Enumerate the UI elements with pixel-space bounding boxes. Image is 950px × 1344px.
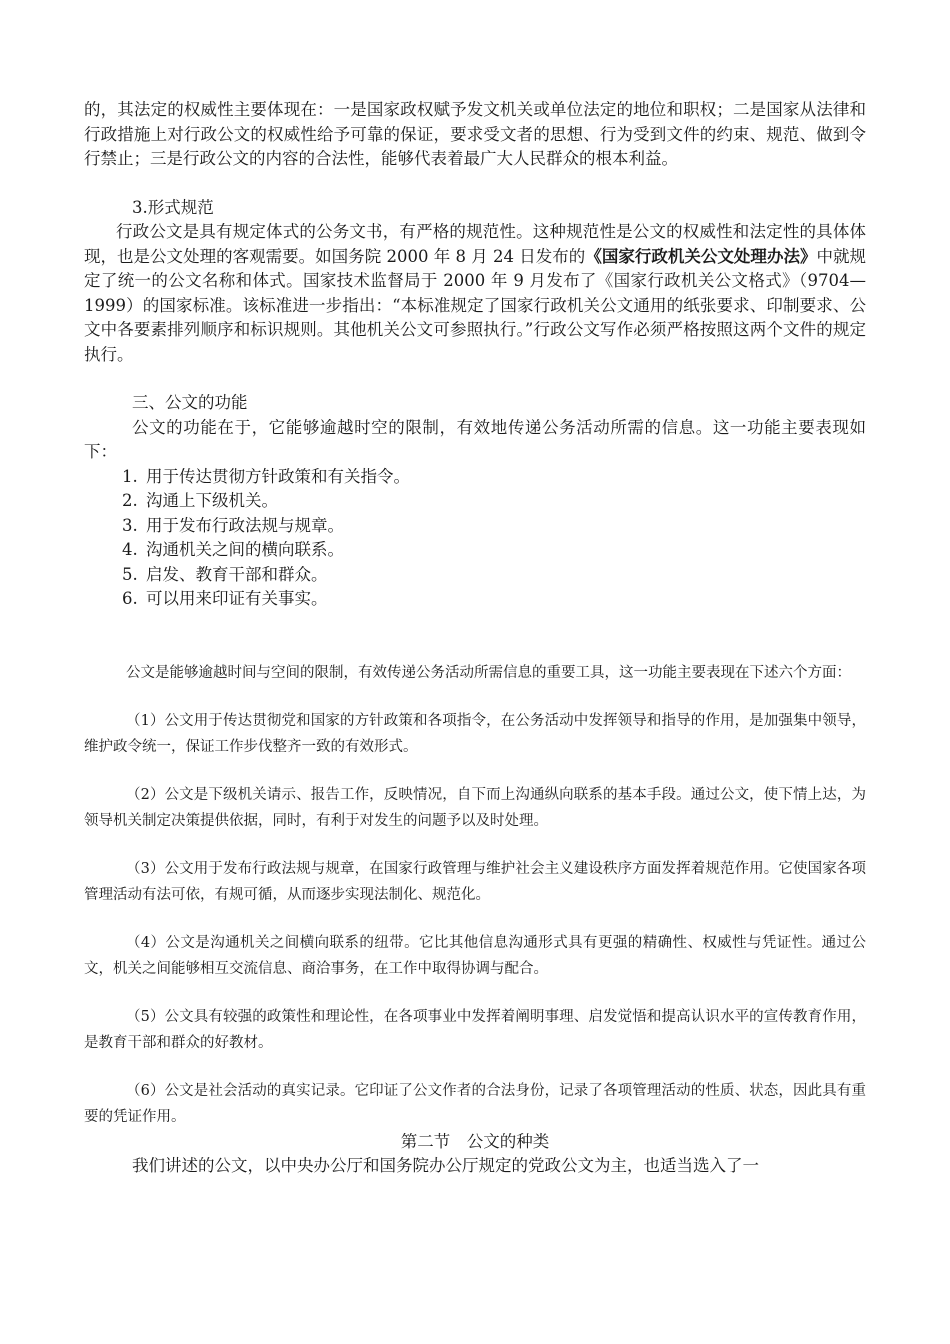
types-paragraph: 我们讲述的公文，以中央办公厅和国务院办公厅规定的党政公文为主，也适当选入了一 xyxy=(132,1156,759,1175)
document-page xyxy=(84,98,866,1179)
aspect-paragraph: （1）公文用于传达贯彻党和国家的方针政策和各项指令，在公务活动中发挥领导和指导的作用，是加强集中领导，维护政令统一，保证工作步伐整齐一致的有效形式。 xyxy=(84,712,866,755)
list-text: 沟通上下级机关。 xyxy=(146,491,278,510)
form-norms-paragraph xyxy=(84,220,866,367)
regulation-title: 《国家行政机关公文处理办法》 xyxy=(585,246,817,266)
form-norms-text-b: 中就规定了统一的公文名称和体式。国家技术监督局于 2000 年 9 月发布了《国家行政机关公文格式》（9704—1999）的国家标准。该标准进一步指出：“本标准规定了国家行政机关公文通用的纸张要求、印制要求、公文中各要素排列顺序和标识规则。其他机关公文可参照执行。”行政公文写作必须严格按照这两个文件的规定执行。 xyxy=(84,246,867,364)
section-heading-functions: 三、公文的功能 xyxy=(132,393,248,412)
list-text: 用于传达贯彻方针政策和有关指令。 xyxy=(146,466,410,486)
list-item xyxy=(84,489,866,514)
list-item xyxy=(84,465,866,490)
list-number: 5. xyxy=(122,564,138,584)
functions-intro: 公文的功能在于，它能够逾越时空的限制，有效地传递公务活动所需的信息。这一功能主要表现如下： xyxy=(84,417,866,461)
six-aspects-intro: 公文是能够逾越时间与空间的限制，有效传递公务活动所需信息的重要工具，这一功能主要表现在下述六个方面： xyxy=(126,664,851,681)
list-text: 可以用来印证有关事实。 xyxy=(146,589,328,608)
list-item xyxy=(84,538,866,563)
list-number: 6. xyxy=(122,589,138,608)
authority-paragraph: 的，其法定的权威性主要体现在：一是国家政权赋予发文机关或单位法定的地位和职权；二是国家从法律和行政措施上对行政公文的权威性给予可靠的保证，要求受文者的思想、行为受到文件的约束、规范、做到令行禁止；三是行政公文的内容的合法性，能够代表着最广大人民群众的根本利益。 xyxy=(84,100,866,168)
function-list xyxy=(84,465,866,612)
list-number: 1. xyxy=(122,466,138,486)
aspect-paragraph: （6）公文是社会活动的真实记录。它印证了公文作者的合法身份，记录了各项管理活动的性质、状态，因此具有重要的凭证作用。 xyxy=(84,1082,866,1125)
section-title: 第二节 公文的种类 xyxy=(400,1131,550,1151)
list-number: 4. xyxy=(122,540,138,559)
section-heading-form-norms: 3.形式规范 xyxy=(132,197,214,217)
list-text: 沟通机关之间的横向联系。 xyxy=(146,540,344,559)
list-item xyxy=(84,514,866,539)
aspect-paragraph: （3）公文用于发布行政法规与规章，在国家行政管理与维护社会主义建设秩序方面发挥着规范作用。它使国家各项管理活动有法可依，有规可循，从而逐步实现法制化、规范化。 xyxy=(84,860,866,903)
aspect-paragraph: （2）公文是下级机关请示、报告工作，反映情况，自下而上沟通纵向联系的基本手段。通过公文，使下情上达，为领导机关制定决策提供依据，同时，有利于对发生的问题予以及时处理。 xyxy=(84,786,866,829)
aspect-paragraph: （5）公文具有较强的政策性和理论性，在各项事业中发挥着阐明事理、启发觉悟和提高认识水平的宣传教育作用，是教育干部和群众的好教材。 xyxy=(84,1008,866,1051)
list-number: 2. xyxy=(122,491,138,510)
list-number: 3. xyxy=(122,515,138,535)
list-text: 启发、教育干部和群众。 xyxy=(146,564,328,584)
list-item xyxy=(84,563,866,588)
list-text: 用于发布行政法规与规章。 xyxy=(146,515,344,535)
list-item xyxy=(84,587,866,612)
aspect-paragraph: （4）公文是沟通机关之间横向联系的纽带。它比其他信息沟通形式具有更强的精确性、权威性与凭证性。通过公文，机关之间能够相互交流信息、商洽事务，在工作中取得协调与配合。 xyxy=(84,934,866,977)
form-norms-text-a: 行政公文是具有规定体式的公务文书，有严格的规范性。这种规范性是公文的权威性和法定性的具体体现，也是公文处理的客观需要。如国务院 2000 年 8 月 24 日发布的 xyxy=(84,222,866,266)
